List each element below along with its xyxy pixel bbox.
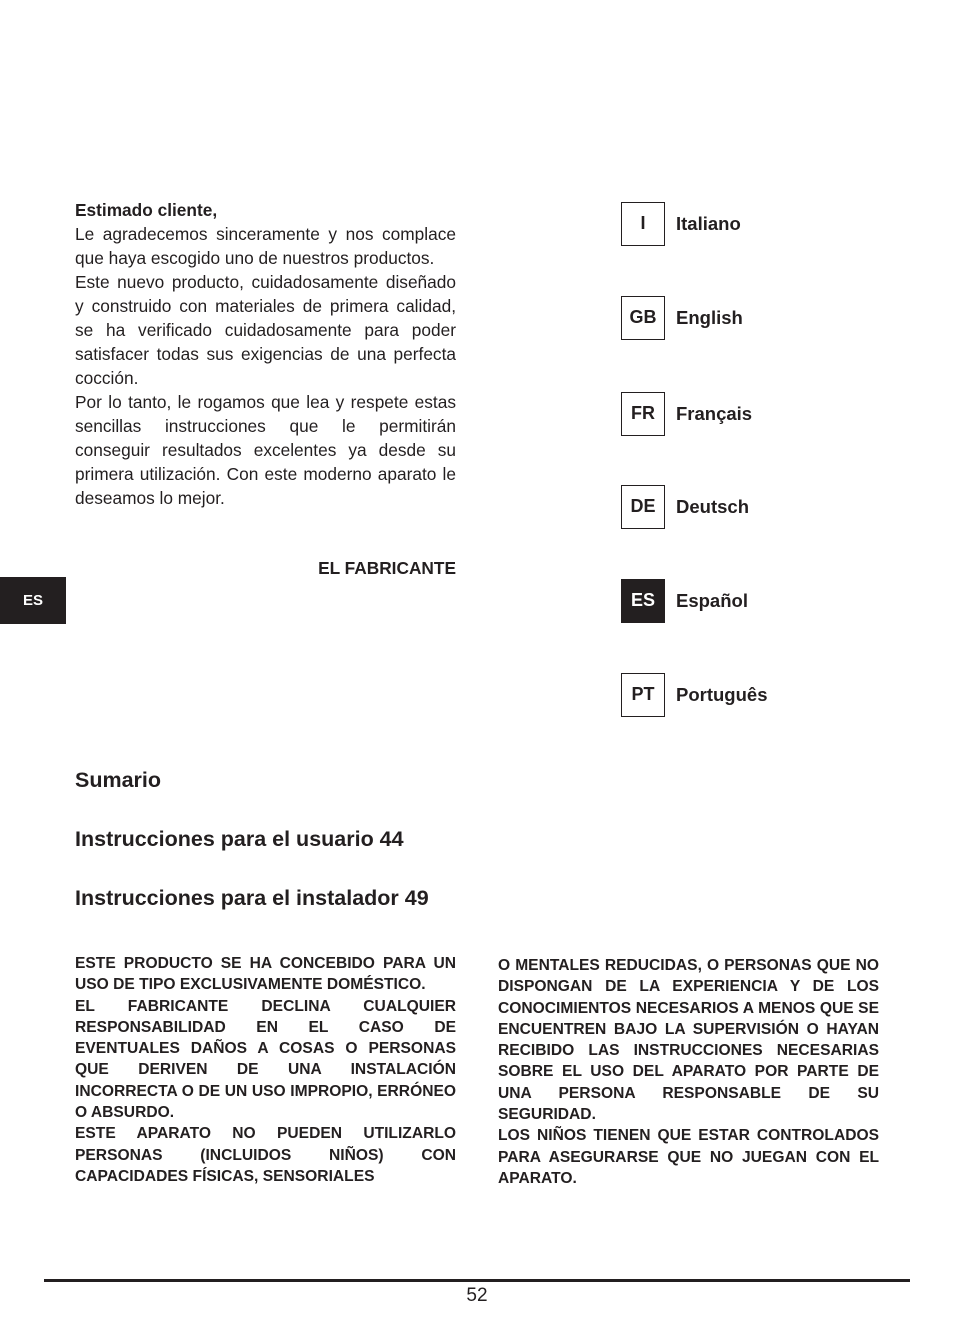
warning-paragraph: ESTE PRODUCTO SE HA CONCEBIDO PARA UN USO DE TIPO EXCLUSIVAMENTE DOMÉSTICO. (75, 955, 456, 994)
summary-title: Sumario (75, 768, 162, 792)
language-name: English (676, 306, 743, 328)
warning-paragraph: EL FABRICANTE DECLINA CUALQUIER RESPONSABILIDAD EN EL CASO DE EVENTUALES DAÑOS A COSAS O PERSONAS QUE DERIVEN DE UNA INSTALACIÓN INCORRECTA O DE UN USO IMPROPIO, ERRÓNEO O ABSURDO. (75, 997, 456, 1122)
language-code-box: FR (621, 392, 665, 436)
intro-paragraph-2: Este nuevo producto, cuidadosamente diseñado y construido con materiales de primera calidad, se ha verificado cuidadosamente para poder satisfacer todas sus exigencias de una perfecta cocción. (75, 272, 456, 388)
side-language-tab: ES (0, 577, 66, 624)
intro-paragraph-1: Le agradecemos sinceramente y nos complace que haya escogido uno de nuestros productos. (75, 224, 456, 268)
intro-letter (75, 198, 456, 510)
language-name: Français (676, 402, 753, 424)
language-name: Italiano (676, 212, 741, 234)
toc-installer-instructions[interactable]: Instrucciones para el instalador 49 (75, 886, 429, 910)
language-code-box: I (621, 202, 665, 246)
language-code-box-active: ES (621, 579, 665, 623)
language-code-box: PT (621, 673, 665, 717)
language-item-pt[interactable] (621, 671, 911, 718)
language-code-box: DE (621, 485, 665, 529)
warning-paragraph: LOS NIÑOS TIENEN QUE ESTAR CONTROLADOS PARA ASEGURARSE QUE NO JUEGAN CON EL APARATO. (498, 1127, 879, 1187)
language-item-gb[interactable] (621, 294, 911, 341)
warning-column-right (498, 955, 879, 1189)
toc-user-instructions[interactable]: Instrucciones para el usuario 44 (75, 827, 404, 851)
language-item-it[interactable] (621, 200, 911, 247)
language-item-fr[interactable] (621, 390, 911, 437)
greeting: Estimado cliente, (75, 200, 218, 220)
language-name: Español (676, 589, 748, 611)
language-code-box: GB (621, 296, 665, 340)
language-name: Deutsch (676, 495, 749, 517)
warning-paragraph: O MENTALES REDUCIDAS, O PERSONAS QUE NO DISPONGAN DE LA EXPERIENCIA Y DE LOS CONOCIMIENTOS NECESARIOS A MENOS QUE SE ENCUENTREN BAJO LA SUPERVISIÓN O HAYAN RECIBIDO LAS INSTRUCCIONES NECESARIAS SOBRE EL USO DEL APARATO POR PARTE DE UNA PERSONA RESPONSABLE DE SU SEGURIDAD. (498, 957, 879, 1124)
language-item-de[interactable] (621, 483, 911, 530)
warning-paragraph: ESTE APARATO NO PUEDEN UTILIZARLO PERSONAS (INCLUIDOS NIÑOS) CON CAPACIDADES FÍSICAS, SENSORIALES (75, 1125, 456, 1185)
page-number: 52 (466, 1285, 488, 1306)
intro-paragraph-3: Por lo tanto, le rogamos que lea y respete estas sencillas instrucciones que le permitirán conseguir resultados excelentes ya desde su primera utilización. Con este moderno aparato le deseamos lo mejor. (75, 392, 456, 508)
language-item-es[interactable] (621, 577, 911, 624)
signature: EL FABRICANTE (318, 558, 456, 578)
footer-rule (44, 1279, 910, 1282)
warning-column-left (75, 953, 456, 1187)
language-name: Português (676, 683, 768, 705)
